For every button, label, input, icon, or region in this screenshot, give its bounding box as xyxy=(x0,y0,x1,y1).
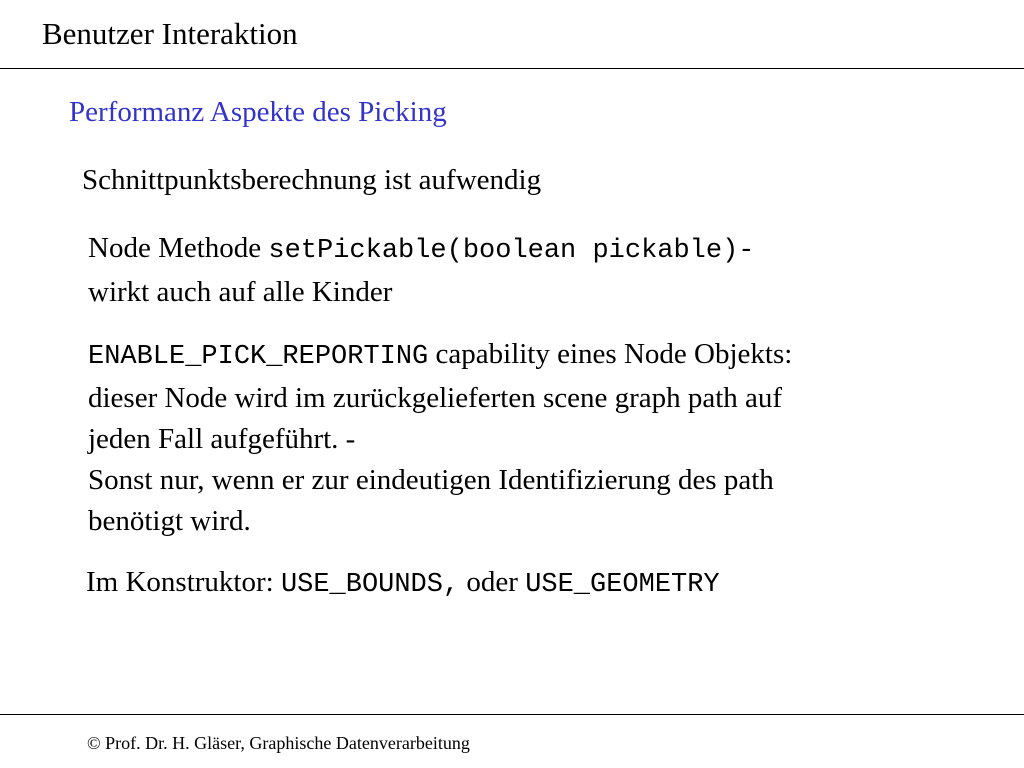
point-set-pickable xyxy=(88,228,755,313)
point-pick-reporting-line1 xyxy=(88,334,792,378)
header-divider xyxy=(0,68,1024,69)
point-pick-reporting xyxy=(88,334,792,542)
slide-header-title: Benutzer Interaktion xyxy=(42,16,298,51)
point-intersection-cost: Schnittpunktsberechnung ist aufwendig xyxy=(82,164,542,196)
point-pick-reporting-line5: benötigt wird. xyxy=(88,505,251,537)
use-geometry-code: USE_GEOMETRY xyxy=(525,570,720,600)
point-pick-reporting-line4: Sonst nur, wenn er zur eindeutigen Identifizierung des path xyxy=(88,464,774,496)
point-pick-reporting-line3: jeden Fall aufgeführt. - xyxy=(88,423,356,455)
set-pickable-code: setPickable(boolean pickable)- xyxy=(268,236,755,266)
footer-divider xyxy=(0,714,1024,715)
footer-copyright: © Prof. Dr. H. Gläser, Graphische Datenverarbeitung xyxy=(87,733,470,753)
point-set-pickable-line2: wirkt auch auf alle Kinder xyxy=(88,276,393,308)
point-constructor xyxy=(86,562,720,606)
point-constructor-label: Im Konstruktor: xyxy=(86,566,281,598)
pick-reporting-code: ENABLE_PICK_REPORTING xyxy=(88,342,429,372)
point-constructor-or: oder xyxy=(459,566,526,598)
point-pick-reporting-line2: dieser Node wird im zurückgelieferten scene graph path auf xyxy=(88,382,783,414)
point-pick-reporting-line1-rest: capability eines Node Objekts: xyxy=(428,338,793,370)
point-set-pickable-label: Node Methode xyxy=(88,232,269,264)
section-title: Performanz Aspekte des Picking xyxy=(69,96,447,128)
use-bounds-code: USE_BOUNDS, xyxy=(280,570,460,600)
point-set-pickable-line1 xyxy=(88,228,755,272)
